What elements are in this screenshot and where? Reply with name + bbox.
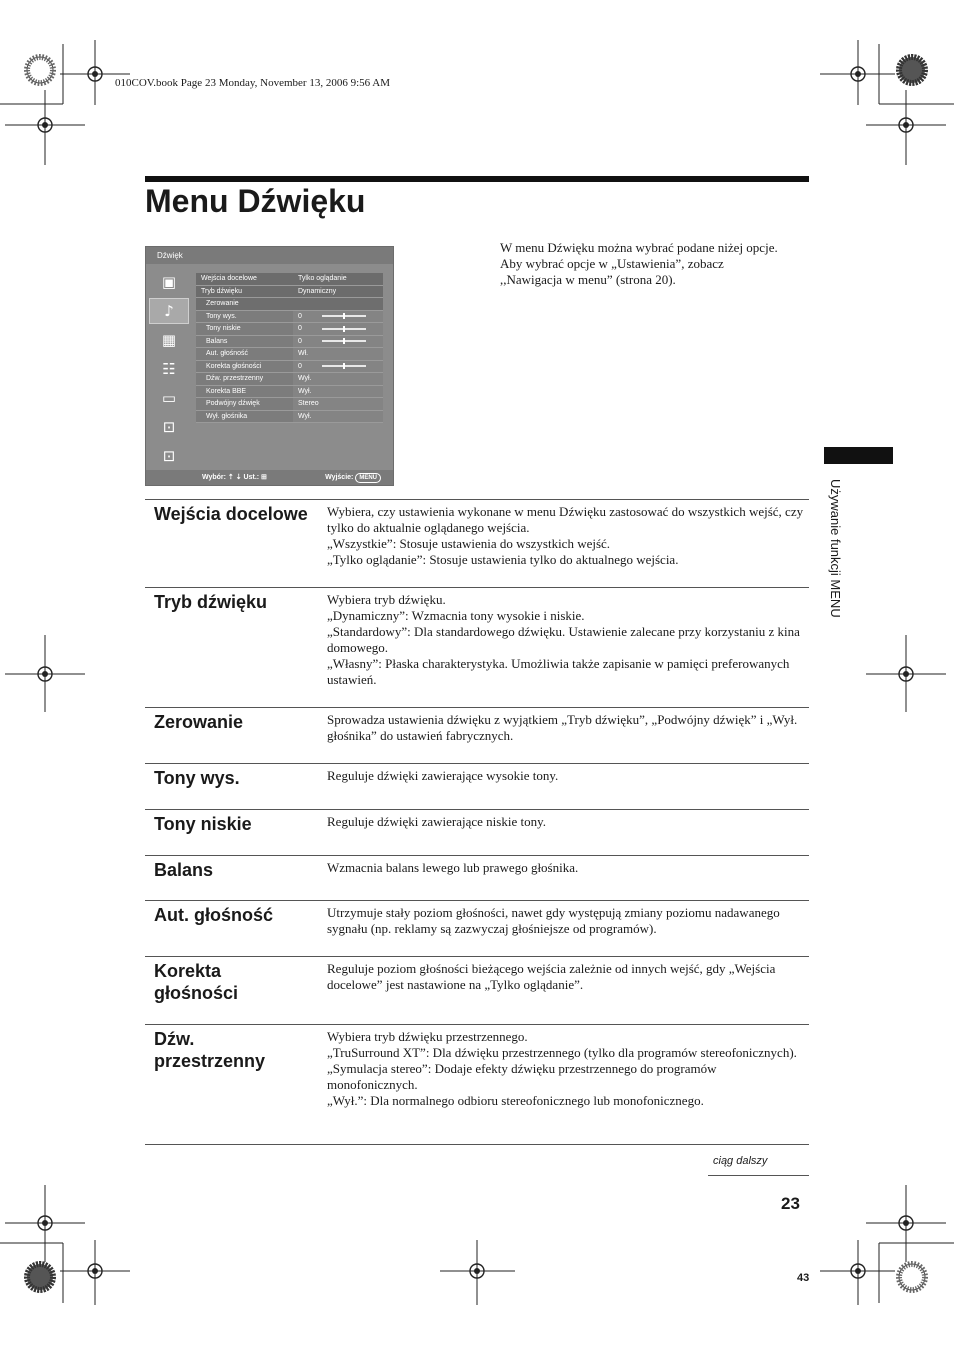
pc-settings-2-icon: ⊡ — [162, 447, 176, 465]
option-description — [327, 810, 809, 855]
tv-menu-row — [196, 411, 383, 424]
intro-line: ,,Nawigacja w menu” (strona 20). — [500, 272, 676, 287]
option-description — [327, 764, 809, 809]
tv-row-value-text: 0 — [298, 325, 302, 332]
tv-row-value: Wył. — [293, 373, 383, 385]
option-description — [327, 901, 809, 956]
tv-menu-row — [196, 361, 383, 374]
page-number: 23 — [781, 1194, 800, 1213]
option-term: Aut. głośność — [154, 905, 274, 925]
option-description — [327, 588, 809, 707]
option-term: Tryb dźwięku — [154, 592, 268, 612]
description-line: „Symulacja stereo”: Dodaje efekty dźwięku przestrzennego do programów monofonicznych. — [327, 1061, 717, 1092]
description-line: Reguluje poziom głośności bieżącego wejścia zależnie od innych wejść, gdy „Wejścia docelowe” jest nastawione na „Tylko oglądanie”. — [327, 961, 776, 992]
tv-menu-row — [196, 298, 383, 311]
table-row — [145, 855, 809, 900]
option-term: Balans — [154, 860, 214, 880]
tv-row-value: Wył. — [293, 386, 383, 398]
description-line: „Wył.”: Dla normalnego odbioru stereofonicznego lub monofonicznego. — [327, 1093, 704, 1108]
menu-button-badge: MENU — [355, 473, 381, 483]
tv-menu-row — [196, 348, 383, 361]
description-line: Wybiera tryb dźwięku. — [327, 592, 446, 607]
description-line: Reguluje dźwięki zawierające wysokie tony. — [327, 768, 559, 783]
tv-row-label: Dźw. przestrzenny — [196, 373, 293, 385]
description-line: „Wszystkie”: Stosuje ustawienia do wszystkich wejść. — [327, 536, 611, 551]
description-line: „Standardowy”: Dla standardowego dźwięku. Ustawienie zalecane przy korzystaniu z kina domowego. — [327, 624, 800, 655]
table-row — [145, 809, 809, 855]
tv-menu-row — [196, 323, 383, 336]
option-description — [327, 856, 809, 900]
table-row — [145, 499, 809, 587]
tv-row-label: Balans — [196, 336, 293, 348]
tv-footer-exit-hint — [325, 470, 381, 485]
table-row — [145, 956, 809, 1024]
table-row — [145, 707, 809, 763]
description-line: Wybiera tryb dźwięku przestrzennego. — [327, 1029, 528, 1044]
table-bottom-rule — [145, 1144, 809, 1145]
continued-rule — [708, 1175, 809, 1176]
list-icon: ☷ — [162, 360, 176, 378]
tv-row-label: Wejścia docelowe — [196, 273, 293, 285]
tv-menu-row — [196, 311, 383, 324]
print-info-line: 010COV.book Page 23 Monday, November 13, 2006 9:56 AM — [115, 77, 390, 89]
tv-menu-row — [196, 273, 383, 286]
intro-line: Aby wybrać opcje w „Ustawienia”, zobacz — [500, 256, 724, 271]
tv-menu-row — [196, 286, 383, 299]
intro-line: W menu Dźwięku można wybrać podane niżej opcje. — [500, 240, 778, 255]
tv-row-value — [293, 336, 383, 348]
tv-menu-row — [196, 398, 383, 411]
description-line: „Tylko oglądanie”: Stosuje ustawienia tylko do aktualnego wejścia. — [327, 552, 679, 567]
pc-settings-icon: ⊡ — [162, 418, 176, 436]
option-term: Tony niskie — [154, 814, 252, 834]
intro-paragraph — [500, 240, 810, 288]
tv-menu-rows — [196, 273, 383, 423]
tv-row-label: Tony niskie — [196, 323, 293, 335]
option-description — [327, 500, 809, 587]
tv-menu-header: Dźwięk — [146, 247, 393, 264]
tv-row-label: Podwójny dźwięk — [196, 398, 293, 410]
description-line: „Własny”: Płaska charakterystyka. Umożliwia także zapisanie w pamięci preferowanych ustawień. — [327, 656, 790, 687]
tv-row-label: Aut. głośność — [196, 348, 293, 360]
tv-row-label: Tryb dźwięku — [196, 286, 293, 298]
page-title: Menu Dźwięku — [145, 183, 366, 219]
option-description — [327, 708, 809, 763]
tv-menu-row — [196, 373, 383, 386]
section-tab — [824, 447, 893, 464]
tv-footer-exit-label: Wyjście: — [325, 474, 354, 481]
table-row — [145, 763, 809, 809]
tv-row-label: Wył. głośnika — [196, 411, 293, 423]
option-description — [327, 957, 809, 1024]
tv-menu-icon-column — [149, 269, 191, 472]
description-line: „TruSurround XT”: Dla dźwięku przestrzennego (tylko dla programów stereofonicznych). — [327, 1045, 797, 1060]
description-line: Wybiera, czy ustawienia wykonane w menu Dźwięku zastosować do wszystkich wejść, czy tylko do aktualnie oglądanego wejścia. — [327, 504, 804, 535]
tv-row-value — [293, 323, 383, 335]
description-line: Utrzymuje stały poziom głośności, nawet gdy występują zmiany poziomu nadawanego sygnału (np. reklamy są zazwyczaj głośniejsze od programów). — [327, 905, 780, 936]
sheet-number: 43 — [797, 1272, 810, 1284]
continued-note: ciąg dalszy — [713, 1155, 768, 1167]
picture-icon: ▣ — [161, 273, 177, 291]
description-line: „Dynamiczny”: Wzmacnia tony wysokie i niskie. — [327, 608, 585, 623]
tv-menu-footer — [146, 470, 393, 485]
option-description — [327, 1025, 809, 1144]
tv-footer-select-hint: Wybór: ⇡ ⇣ Ust.: ⊞ — [202, 474, 267, 481]
description-line: Sprowadza ustawienia dźwięku z wyjątkiem „Tryb dźwięku”, „Podwójny dźwięk” i „Wył. głośnika” do ustawień fabrycznych. — [327, 712, 798, 743]
option-term: Tony wys. — [154, 768, 240, 788]
laptop-icon: ▭ — [161, 389, 177, 407]
description-line: Wzmacnia balans lewego lub prawego głośnika. — [327, 860, 579, 875]
tv-row-value-text: 0 — [298, 312, 302, 320]
tv-row-value: Tylko oglądanie — [293, 273, 383, 285]
tv-slider — [322, 315, 366, 317]
tv-row-label: Zerowanie — [206, 300, 239, 307]
tv-row-label: Korekta głośności — [196, 361, 293, 373]
option-term: Wejścia docelowe — [154, 504, 308, 524]
tv-row-value: Wł. — [293, 348, 383, 360]
description-line: Reguluje dźwięki zawierające niskie tony. — [327, 814, 546, 829]
section-side-label: Używanie funkcji MENU — [828, 479, 843, 618]
tv-menu-screenshot — [145, 246, 394, 486]
option-term: Zerowanie — [154, 712, 244, 732]
tv-row-value — [293, 361, 383, 373]
tv-row-value: Dynamiczny — [293, 286, 383, 298]
tv-menu-row — [196, 336, 383, 349]
tv-row-value: Stereo — [293, 398, 383, 410]
title-rule — [145, 176, 809, 182]
table-row — [145, 587, 809, 707]
tv-row-label: Tony wys. — [196, 311, 293, 323]
note-icon: ♪ — [149, 298, 189, 324]
tv-row-label: Korekta BBE — [196, 386, 293, 398]
tv-slider — [322, 340, 366, 342]
tv-row-value-text: 0 — [298, 362, 302, 370]
tv-row-value — [293, 311, 383, 323]
tv-menu-row — [196, 386, 383, 399]
tv-row-value: Wył. — [293, 411, 383, 423]
tv-row-value-text: 0 — [298, 337, 302, 345]
table-row — [145, 900, 809, 956]
grid-icon: ▦ — [161, 331, 177, 349]
option-term: Dźw. przestrzenny — [154, 1029, 266, 1071]
tv-slider — [322, 328, 366, 330]
tv-slider — [322, 365, 366, 367]
table-row — [145, 1024, 809, 1144]
option-term: Korekta głośności — [154, 961, 239, 1003]
option-definition-table — [145, 499, 809, 1145]
